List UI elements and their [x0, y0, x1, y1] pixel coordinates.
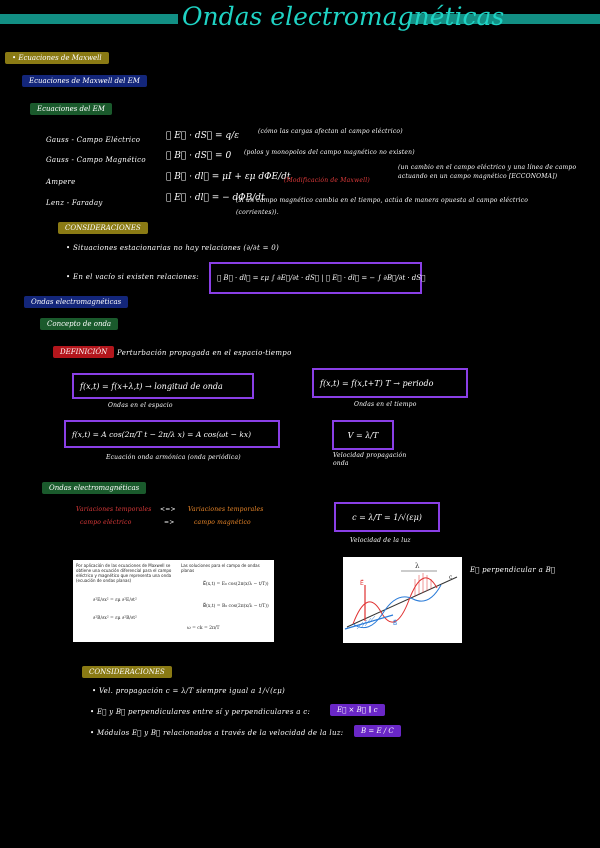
figure-text-right: Las soluciones para el campo de ondas planas — [181, 563, 260, 573]
lambda-label: λ — [415, 562, 420, 570]
b-field-variation-2: campo magnético — [194, 519, 251, 526]
wave-equation-figure — [73, 560, 274, 642]
maxwell-section-chip: • Ecuaciones de Maxwell — [5, 52, 109, 64]
equation-name: Ampere — [46, 178, 76, 186]
b-label: B⃗ — [393, 620, 398, 627]
definition-text: Perturbación propagada en el espacio-tiempo — [117, 349, 292, 357]
space-wave-box: f(x,t) = f(x+λ,t) → longitud de onda — [72, 373, 254, 399]
figure-sol2: B⃗(x,t) = B₀ cos(2π(x/λ − t/T)) — [203, 604, 269, 609]
header-bar-left — [0, 14, 178, 24]
wave-speed-box: V = λ/T — [332, 420, 394, 450]
maxwell-modification-note: (Modificación de Maxwell) — [284, 177, 370, 184]
space-wave-caption: Ondas en el espacio — [108, 402, 173, 409]
wave-speed-caption: Velocidad propagación onda — [333, 452, 407, 467]
consideration-item: • Vel. propagación c = λ/T siempre igual a 1/√(εμ) — [92, 687, 286, 695]
em-waves-chip: Ondas electromagnéticas — [24, 296, 128, 308]
harmonic-wave-caption: Ecuación onda armónica (onda periódica) — [106, 454, 241, 461]
definition-chip: DEFINICIÓN — [53, 346, 114, 358]
considerations-chip-2: CONSIDERACIONES — [82, 666, 172, 678]
e-field-variation-2: campo eléctrico — [80, 519, 132, 526]
equation-formula: ∮ B⃗ · dS⃗ = 0 — [166, 151, 232, 161]
light-speed-box: c = λ/T = 1/√(εμ) — [334, 502, 440, 532]
figure-eq2: ∂²B/∂x² = εμ ∂²B/∂t² — [93, 616, 137, 621]
time-wave-box: f(x,t) = f(x,t+T) T → periodo — [312, 368, 468, 398]
perpendicular-note: E⃗ perpendicular a B⃗ — [470, 566, 556, 574]
c-label: c — [449, 574, 453, 581]
consideration-item: • E⃗ y B⃗ perpendiculares entre sí y perpendiculares a c: — [90, 708, 311, 716]
em-wave-svg — [343, 557, 462, 643]
em-equations-chip: Ecuaciones del EM — [30, 103, 112, 115]
equation-formula: ∮ B⃗ · dl⃗ = μI + εμ dΦE/dt — [166, 172, 291, 182]
figure-eq1: ∂²E/∂x² = εμ ∂²E/∂t² — [93, 598, 137, 603]
equation-note: (un cambio en el campo eléctrico y una línea de campo actuando en un campo magnético [ECCONOMA]) — [398, 164, 577, 180]
page-title: Ondas electromagnéticas — [182, 2, 505, 31]
consideration-item: • Situaciones estacionarias no hay relaciones (∂/∂t = 0) — [66, 244, 280, 252]
harmonic-wave-box: f(x,t) = A cos(2π/T t − 2π/λ x) = A cos(ωt − kx) — [64, 420, 280, 448]
b-field-variation-1: Variaciones temporales — [188, 506, 264, 513]
time-wave-caption: Ondas en el tiempo — [354, 401, 417, 408]
equation-formula: ∮ E⃗ · dl⃗ = − dΦB/dt — [166, 193, 265, 203]
equation-note: (polos y monopolos del campo magnético no existen) — [244, 149, 415, 156]
equation-name: Gauss - Campo Eléctrico — [46, 136, 141, 144]
implies-arrow: => — [164, 519, 175, 526]
equation-name: Gauss - Campo Magnético — [46, 156, 146, 164]
equation-note: (si un campo magnético cambia en el tiempo, actúa de manera opuesta al campo eléctrico (corrientes)). — [236, 197, 529, 216]
maxwell-subsection-chip: Ecuaciones de Maxwell del EM — [22, 75, 147, 87]
consideration-item: • Módulos E⃗ y B⃗ relacionados a través de la velocidad de la luz: — [90, 729, 344, 737]
em-waves-subsection-chip: Ondas electromagnéticas — [42, 482, 146, 494]
equation-name: Lenz - Faraday — [46, 199, 103, 207]
light-speed-caption: Velocidad de la luz — [350, 537, 411, 544]
equation-note: (cómo las cargas afectan al campo eléctrico) — [258, 128, 403, 135]
modulus-relation-chip: B = E / C — [354, 725, 401, 737]
vacuum-relations-box: ∮ B⃗ · dl⃗ = εμ ∫ ∂E⃗/∂t · dS⃗ | ∮ E⃗ · dl⃗ = − ∫ ∂B⃗/∂t · dS⃗ — [209, 262, 422, 294]
equivalence-arrow: <=> — [160, 506, 176, 513]
cross-product-chip: E⃗ × B⃗ ∥ c — [330, 704, 385, 716]
e-field-variation-1: Variaciones temporales — [76, 506, 152, 513]
considerations-chip: CONSIDERACIONES — [58, 222, 148, 234]
consideration-item: • En el vacío si existen relaciones: — [66, 273, 199, 281]
em-wave-diagram — [343, 557, 462, 643]
equation-formula: ∮ E⃗ · dS⃗ = q/ε — [166, 131, 240, 141]
figure-sol3: ω = ck = 2π/T — [187, 626, 220, 631]
e-label: E⃗ — [360, 580, 364, 587]
e-field-vectors — [415, 573, 431, 597]
figure-text-left: Por aplicación de las ecuaciones de Maxwell se obtiene una ecuación diferencial para el campo eléctrico y magnético que representa una onda (ecuación de ondas planas) — [76, 563, 172, 583]
figure-sol1: E⃗(x,t) = E₀ cos(2π(x/λ − t/T)) — [203, 582, 269, 587]
wave-concept-chip: Concepto de onda — [40, 318, 118, 330]
